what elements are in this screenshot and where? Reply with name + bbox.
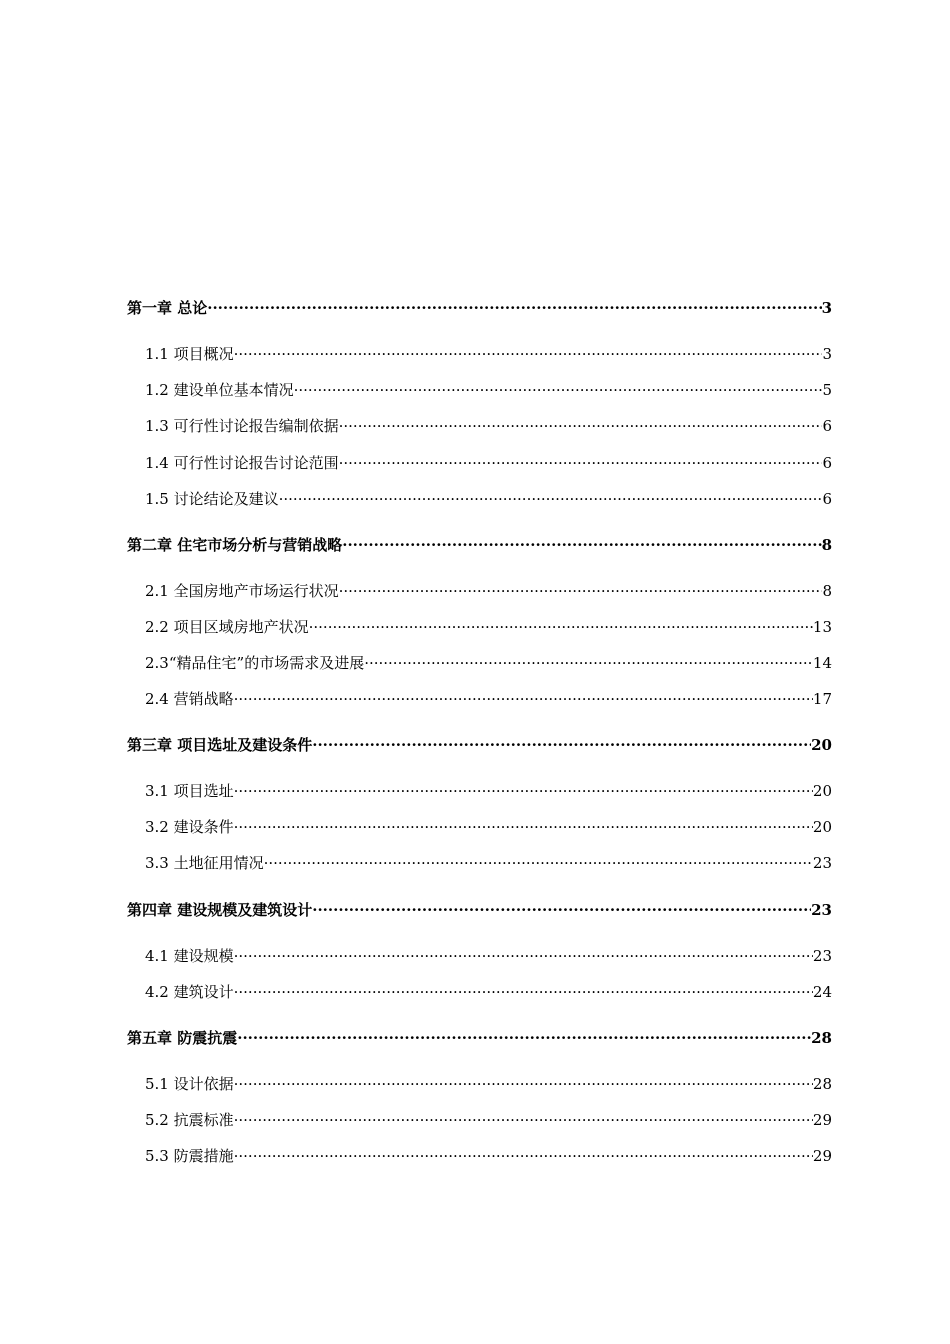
toc-entry-title: 4.2 建筑设计 [145, 983, 234, 1001]
toc-page-number: 20 [811, 736, 832, 754]
toc-leader-dots [234, 979, 813, 997]
toc-section-3-1[interactable] [145, 778, 832, 800]
toc-page-number: 6 [822, 490, 832, 508]
toc-leader-dots [207, 295, 821, 313]
toc-section-5-1[interactable] [145, 1071, 832, 1093]
toc-leader-dots [234, 814, 813, 832]
toc-page-number: 23 [812, 947, 832, 965]
toc-entry-title: 5.2 抗震标准 [145, 1111, 234, 1129]
toc-page-number: 28 [812, 1075, 832, 1093]
toc-leader-dots [309, 614, 813, 632]
toc-entry-title: 2.3“精品住宅”的市场需求及进展 [145, 654, 365, 672]
toc-leader-dots [264, 850, 813, 868]
toc-entry-title: 2.2 项目区域房地产状况 [145, 618, 309, 636]
toc-entry-title: 1.3 可行性讨论报告编制依据 [145, 417, 339, 435]
toc-section-2-1[interactable] [145, 578, 832, 600]
toc-page-number: 8 [822, 582, 832, 600]
toc-section-4-2[interactable] [145, 979, 832, 1001]
toc-entry-title: 3.1 项目选址 [145, 782, 234, 800]
toc-section-1-4[interactable] [145, 450, 832, 472]
toc-page-number: 20 [812, 782, 832, 800]
toc-entry-title: 1.5 讨论结论及建议 [145, 490, 279, 508]
toc-section-1-3[interactable] [145, 413, 832, 435]
toc-section-2-2[interactable] [145, 614, 832, 636]
toc-section-3-3[interactable] [145, 850, 832, 872]
toc-page-number: 5 [822, 381, 832, 399]
toc-entry-title: 5.1 设计依据 [145, 1075, 234, 1093]
toc-entry-title: 5.3 防震措施 [145, 1147, 234, 1165]
toc-entry-title: 3.2 建设条件 [145, 818, 234, 836]
toc-page-number: 20 [812, 818, 832, 836]
toc-page-number: 29 [812, 1147, 832, 1165]
toc-page-number: 23 [811, 901, 832, 919]
toc-leader-dots [234, 778, 813, 796]
toc-page-number: 3 [822, 345, 832, 363]
toc-entry-title: 第五章 防震抗震 [127, 1029, 238, 1047]
toc-entry-title: 1.1 项目概况 [145, 345, 234, 363]
toc-entry-title: 1.2 建设单位基本情况 [145, 381, 294, 399]
toc-leader-dots [312, 732, 811, 750]
toc-page-number: 6 [822, 454, 832, 472]
toc-entry-title: 4.1 建设规模 [145, 947, 234, 965]
toc-section-5-3[interactable] [145, 1143, 832, 1165]
toc-leader-dots [234, 686, 813, 704]
toc-page-number: 6 [822, 417, 832, 435]
toc-page-number: 3 [821, 299, 832, 317]
toc-entry-title: 第三章 项目选址及建设条件 [127, 736, 313, 754]
toc-page-number: 14 [812, 654, 832, 672]
toc-page-number: 28 [811, 1029, 832, 1047]
toc-chapter-1[interactable] [127, 295, 832, 317]
toc-page-number: 29 [812, 1111, 832, 1129]
toc-section-5-2[interactable] [145, 1107, 832, 1129]
toc-page-number: 24 [812, 983, 832, 1001]
toc-leader-dots [339, 578, 823, 596]
toc-chapter-4[interactable] [127, 897, 832, 919]
toc-section-2-4[interactable] [145, 686, 832, 708]
toc-section-3-2[interactable] [145, 814, 832, 836]
toc-section-2-3[interactable] [145, 650, 832, 672]
toc-entry-title: 2.4 营销战略 [145, 690, 234, 708]
toc-leader-dots [234, 943, 813, 961]
toc-leader-dots [237, 1025, 811, 1043]
toc-leader-dots [339, 450, 823, 468]
toc-chapter-3[interactable] [127, 732, 832, 754]
toc-leader-dots [342, 532, 821, 550]
toc-page-number: 8 [821, 536, 832, 554]
toc-section-4-1[interactable] [145, 943, 832, 965]
toc-page-number: 13 [812, 618, 832, 636]
toc-entry-title: 1.4 可行性讨论报告讨论范围 [145, 454, 339, 472]
toc-leader-dots [294, 377, 823, 395]
toc-entry-title: 2.1 全国房地产市场运行状况 [145, 582, 339, 600]
toc-entry-title: 第二章 住宅市场分析与营销战略 [127, 536, 343, 554]
toc-section-1-5[interactable] [145, 486, 832, 508]
toc-chapter-2[interactable] [127, 532, 832, 554]
toc-leader-dots [339, 413, 823, 431]
toc-leader-dots [234, 1143, 813, 1161]
toc-entry-title: 第四章 建设规模及建筑设计 [127, 901, 313, 919]
toc-section-1-1[interactable] [145, 341, 832, 363]
toc-leader-dots [279, 486, 823, 504]
toc-leader-dots [364, 650, 813, 668]
toc-leader-dots [234, 1071, 813, 1089]
toc-leader-dots [312, 897, 811, 915]
toc-page-number: 17 [812, 690, 832, 708]
toc-leader-dots [234, 341, 823, 359]
toc-section-1-2[interactable] [145, 377, 832, 399]
toc-entry-title: 3.3 土地征用情况 [145, 854, 264, 872]
toc-leader-dots [234, 1107, 813, 1125]
toc-entry-title: 第一章 总论 [127, 299, 208, 317]
toc-page-number: 23 [812, 854, 832, 872]
toc-chapter-5[interactable] [127, 1025, 832, 1047]
